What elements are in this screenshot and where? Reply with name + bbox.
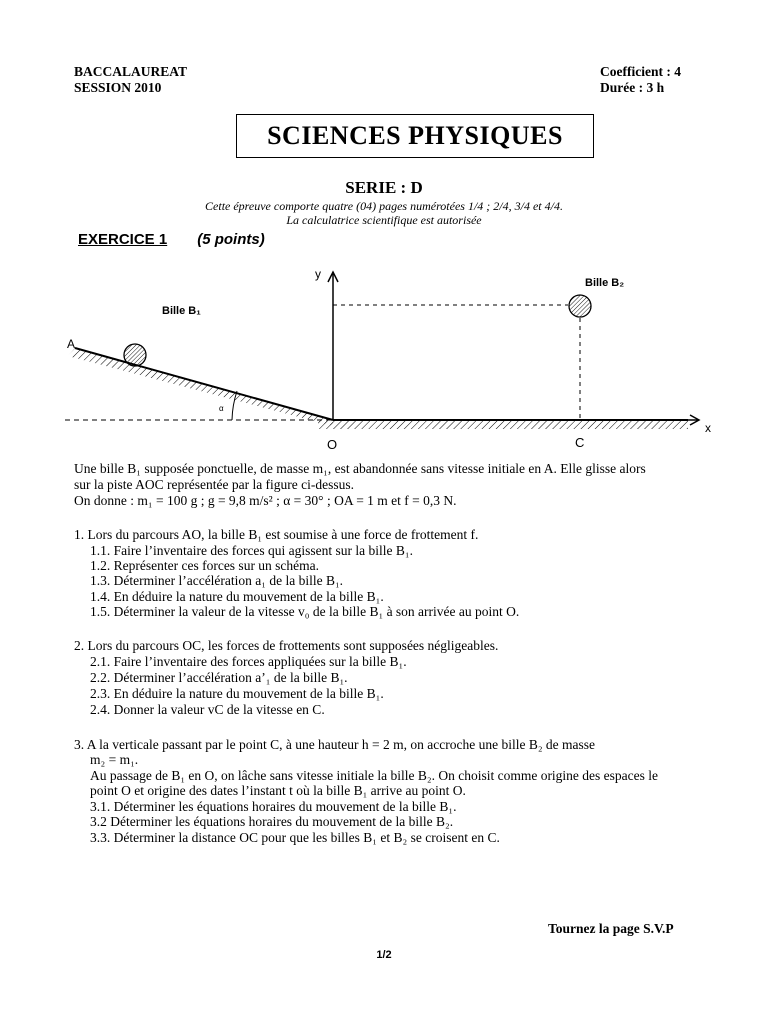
q1-item: 1.1. Faire l’inventaire des forces qui agissent sur la bille B₁.: [90, 543, 413, 558]
intro-line1: Une bille B₁ supposée ponctuelle, de masse m₁, est abandonnée sans vitesse initiale en A. Elle glisse alors: [74, 461, 646, 476]
exercise-heading: [78, 231, 265, 248]
page-number: 1/2: [376, 949, 392, 961]
intro-line3: On donne : m₁ = 100 g ; g = 9,8 m/s² ; α = 30° ; OA = 1 m et f = 0,3 N.: [74, 493, 457, 508]
ball-b2: [569, 295, 591, 317]
turn-page-note: Tournez la page S.V.P: [548, 921, 674, 936]
label-a: A: [67, 337, 76, 351]
label-bille-b2: Bille B₂: [585, 277, 625, 289]
q3-heading: 3. A la verticale passant par le point C, à une hauteur h = 2 m, on accroche une bille B₂ de masse: [74, 737, 596, 752]
q1-item: 1.5. Déterminer la valeur de la vitesse v₀ de la bille B₁ à son arrivée au point O.: [90, 604, 520, 619]
label-bille-b1: Bille B₁: [162, 305, 201, 317]
q1-heading: 1. Lors du parcours AO, la bille B₁ est soumise à une force de frottement f.: [74, 527, 479, 542]
q3-body-line1: Au passage de B₁ en O, on lâche sans vitesse initiale la bille B₂. On choisit comme origine des espaces le: [90, 768, 659, 783]
q3-item: 3.1. Déterminer les équations horaires du mouvement de la bille B₁.: [90, 799, 457, 814]
q2-heading: 2. Lors du parcours OC, les forces de frottements sont supposées négligeables.: [74, 638, 499, 653]
inclined-track: [68, 348, 333, 426]
label-x: x: [705, 421, 711, 435]
physics-figure: [0, 260, 768, 460]
q2-item: 2.1. Faire l’inventaire des forces appliquées sur la bille B₁.: [90, 654, 407, 669]
header-left-line1: BACCALAUREAT: [74, 64, 188, 79]
page-title: SCIENCES PHYSIQUES: [236, 114, 594, 158]
q3-body-line2: point O et origine des dates l’instant t où la bille B₁ arrive au point O.: [90, 783, 466, 798]
q3-heading-cont: m₂ = m₁.: [90, 752, 139, 767]
note-pages: Cette épreuve comporte quatre (04) pages numérotées 1/4 ; 2/4, 3/4 et 4/4.: [205, 199, 563, 213]
label-alpha: α: [219, 404, 224, 413]
serie-heading: SERIE : D: [345, 178, 423, 197]
note-calculator: La calculatrice scientifique est autorisée: [286, 213, 482, 227]
label-o: O: [327, 437, 338, 452]
exercise-points: (5 points): [197, 231, 265, 248]
ball-b1: [124, 344, 146, 366]
q2-item: 2.2. Déterminer l’accélération a’₁ de la bille B₁.: [90, 670, 348, 685]
q1-item: 1.2. Représenter ces forces sur un schéma.: [90, 558, 320, 573]
intro-line2: sur la piste AOC représentée par la figure ci-dessus.: [74, 477, 355, 492]
q1-item: 1.4. En déduire la nature du mouvement de la bille B₁.: [90, 589, 384, 604]
horizontal-track: [318, 420, 688, 429]
q1-item: 1.3. Déterminer l’accélération a₁ de la bille B₁.: [90, 573, 344, 588]
label-y: y: [315, 267, 321, 281]
q2-item: 2.3. En déduire la nature du mouvement de la bille B₁.: [90, 686, 384, 701]
exercise-label: EXERCICE 1: [78, 231, 168, 248]
header-left-line2: SESSION 2010: [74, 80, 162, 95]
header-right-line1: Coefficient : 4: [600, 64, 681, 79]
q3-item: 3.3. Déterminer la distance OC pour que les billes B₁ et B₂ se croisent en C.: [90, 830, 500, 845]
q2-item: 2.4. Donner la valeur vC de la vitesse en C.: [90, 702, 325, 717]
q3-item: 3.2 Déterminer les équations horaires du mouvement de la bille B₂.: [90, 814, 454, 829]
header-right-line2: Durée : 3 h: [600, 80, 665, 95]
label-c: C: [575, 435, 585, 450]
